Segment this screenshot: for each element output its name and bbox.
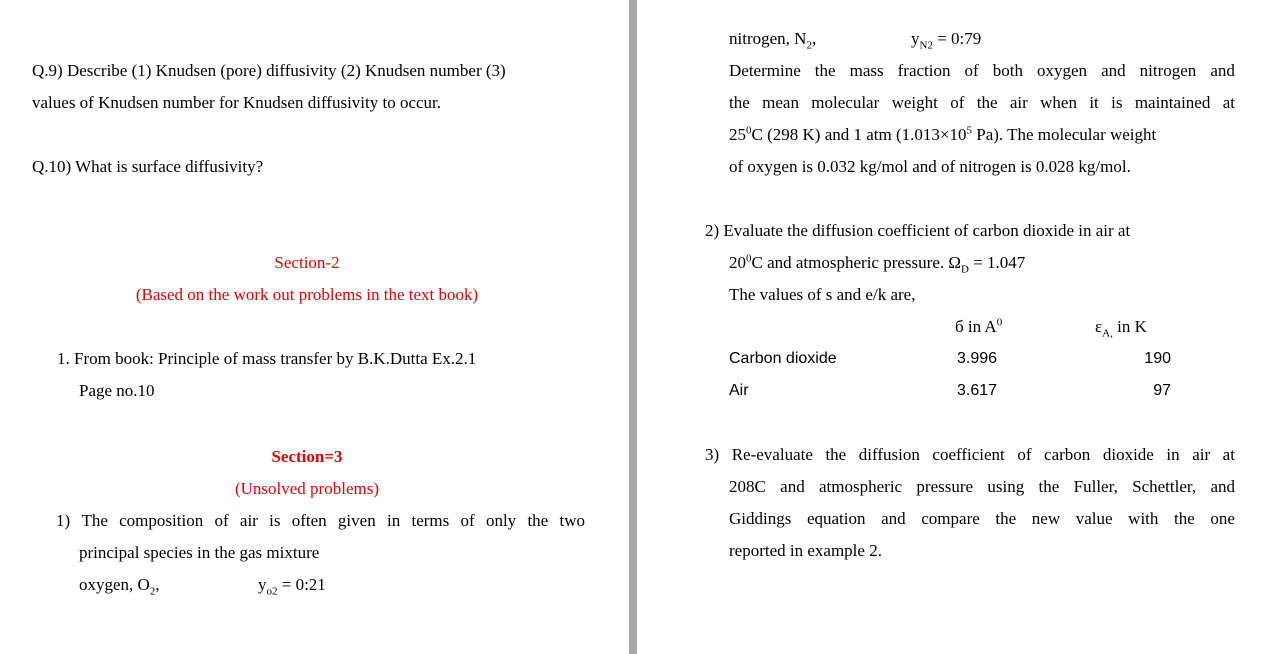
problem2-line-1: 2) Evaluate the diffusion coefficient of carbon dioxide in air at	[705, 221, 1131, 240]
yn2-symbol: y	[911, 29, 920, 48]
word: pressure	[916, 477, 974, 496]
word: the	[814, 61, 836, 80]
problem3-line-2	[729, 477, 1235, 497]
word: terms	[411, 511, 450, 530]
problem1-cont-line-3	[729, 125, 1235, 145]
word: 208C	[729, 477, 766, 496]
word: The	[81, 511, 108, 530]
degree-mark-2: 0	[746, 252, 752, 265]
nitrogen-comma: ,	[811, 29, 817, 48]
sigma-sup: 0	[996, 316, 1003, 329]
word: both	[992, 61, 1023, 80]
nitrogen-line	[729, 29, 817, 52]
table-header-eps	[1095, 317, 1147, 340]
word: of	[214, 511, 229, 530]
omega-subscript: D	[961, 263, 969, 276]
word: molecular	[811, 93, 880, 112]
page-gutter	[629, 0, 637, 654]
sigma-label: б in A	[955, 317, 997, 336]
problem2-line-2	[729, 252, 1026, 276]
word: the	[729, 93, 750, 112]
word: composition	[119, 511, 204, 530]
yo2-value	[258, 575, 326, 598]
conditions-text-end: Pa). The molecular weight	[971, 125, 1157, 144]
nitrogen-subscript: 2	[806, 39, 812, 52]
word: 3)	[705, 445, 720, 464]
word: nitrogen	[1139, 61, 1197, 80]
word: in	[1166, 445, 1180, 464]
table-row-sigma: 3.996	[957, 350, 998, 367]
yn2-subscript: N2	[919, 39, 933, 52]
oxygen-comma: ,	[155, 575, 160, 594]
word: in	[386, 511, 401, 530]
word: at	[1222, 445, 1235, 464]
q10-line: Q.10) What is surface diffusivity?	[32, 157, 264, 176]
word: using	[987, 477, 1025, 496]
word: the	[995, 509, 1017, 528]
problem3-line-1	[705, 445, 1235, 465]
word: mean	[762, 93, 799, 112]
table-row-eps: 190	[1144, 350, 1171, 367]
oxygen-line	[79, 575, 160, 598]
word: the	[825, 445, 847, 464]
word: of	[964, 61, 979, 80]
problem1-line-2: principal species in the gas mixture	[79, 543, 320, 562]
word: Giddings	[729, 509, 792, 528]
word: the	[1174, 509, 1195, 528]
eps-symbol: ε	[1095, 317, 1103, 336]
word: atmospheric	[819, 477, 903, 496]
word: air	[1192, 445, 1211, 464]
pressure-text: C and atmospheric pressure. Ω	[751, 253, 961, 272]
word: Fuller,	[1073, 477, 1118, 496]
word: air	[1009, 93, 1028, 112]
eps-unit: in K	[1112, 317, 1147, 336]
word: fraction	[897, 61, 951, 80]
yn2-number: = 0:79	[932, 29, 982, 48]
word: the	[527, 511, 549, 530]
word: of	[1017, 445, 1032, 464]
section2-subtitle: (Based on the work out problems in the text book)	[135, 285, 479, 304]
word: at	[1222, 93, 1235, 112]
word: the	[976, 93, 998, 112]
table-row-sigma: 3.617	[957, 382, 998, 399]
table-row-name: Carbon dioxide	[729, 350, 837, 367]
problem3-line-4: reported in example 2.	[729, 541, 882, 560]
word: and	[1210, 477, 1235, 496]
word: is	[269, 511, 281, 530]
item1-line-2: Page no.10	[79, 381, 155, 400]
q9-line-1: Q.9) Describe (1) Knudsen (pore) diffusivity (2) Knudsen number (3)	[32, 61, 506, 80]
word: Determine	[729, 61, 801, 80]
word: it	[1089, 93, 1099, 112]
word: air	[239, 511, 258, 530]
eps-subscript: A,	[1102, 327, 1113, 340]
word: Re-evaluate	[731, 445, 813, 464]
word: 1)	[56, 511, 71, 530]
oxygen-subscript: 2	[149, 585, 156, 598]
table-header-sigma	[955, 317, 1002, 337]
conditions-text: C (298 K) and 1 atm (1.013×10	[751, 125, 967, 144]
problem3-line-3	[729, 509, 1235, 529]
word: when	[1040, 93, 1077, 112]
word: compare	[921, 509, 980, 528]
yo2-number: = 0:21	[277, 575, 326, 594]
degree-mark: 0	[746, 124, 752, 137]
word: with	[1128, 509, 1159, 528]
temp-value: 25	[729, 125, 746, 144]
word: and	[1101, 61, 1126, 80]
yo2-subscript: o2	[266, 585, 278, 598]
word: one	[1210, 509, 1235, 528]
word: Schettler,	[1132, 477, 1197, 496]
word: new	[1031, 509, 1061, 528]
problem1-cont-line-4: of oxygen is 0.032 kg/mol and of nitrogen is 0.028 kg/mol.	[729, 157, 1131, 176]
word: given	[337, 511, 376, 530]
right-page	[637, 0, 1267, 654]
table-row-eps: 97	[1153, 382, 1171, 399]
word: two	[559, 511, 585, 530]
word: often	[291, 511, 327, 530]
word: diffusion	[858, 445, 920, 464]
section2-title: Section-2	[274, 253, 340, 272]
word: weight	[891, 93, 938, 112]
left-page	[0, 0, 629, 654]
word: maintained	[1134, 93, 1211, 112]
word: only	[485, 511, 517, 530]
omega-value: = 1.047	[968, 253, 1026, 272]
word: and	[780, 477, 805, 496]
nitrogen-label: nitrogen, N	[729, 29, 807, 48]
yo2-symbol: y	[258, 575, 267, 594]
q9-line-2: values of Knudsen number for Knudsen diffusivity to occur.	[32, 93, 442, 112]
problem1-cont-line-2	[729, 93, 1235, 113]
word: carbon	[1044, 445, 1091, 464]
word: equation	[806, 509, 866, 528]
temp-value-2: 20	[729, 253, 746, 272]
word: of	[950, 93, 965, 112]
word: and	[881, 509, 906, 528]
word: dioxide	[1102, 445, 1154, 464]
yn2-value	[911, 29, 982, 52]
problem1-line-1	[56, 511, 585, 531]
word: is	[1111, 93, 1123, 112]
exponent: 5	[966, 124, 972, 137]
word: mass	[849, 61, 884, 80]
item1-line-1: 1. From book: Principle of mass transfer by B.K.Dutta Ex.2.1	[57, 349, 477, 368]
table-row-name: Air	[729, 382, 749, 399]
oxygen-label: oxygen, O	[79, 575, 150, 594]
problem1-cont-line-1	[729, 61, 1235, 81]
word: oxygen	[1036, 61, 1088, 80]
section3-subtitle: (Unsolved problems)	[234, 479, 379, 498]
word: the	[1038, 477, 1060, 496]
word: coefficient	[932, 445, 1005, 464]
word: and	[1210, 61, 1235, 80]
word: value	[1075, 509, 1113, 528]
word: of	[460, 511, 475, 530]
problem2-line-3: The values of s and e/k are,	[729, 285, 916, 304]
section3-title: Section=3	[271, 447, 343, 466]
